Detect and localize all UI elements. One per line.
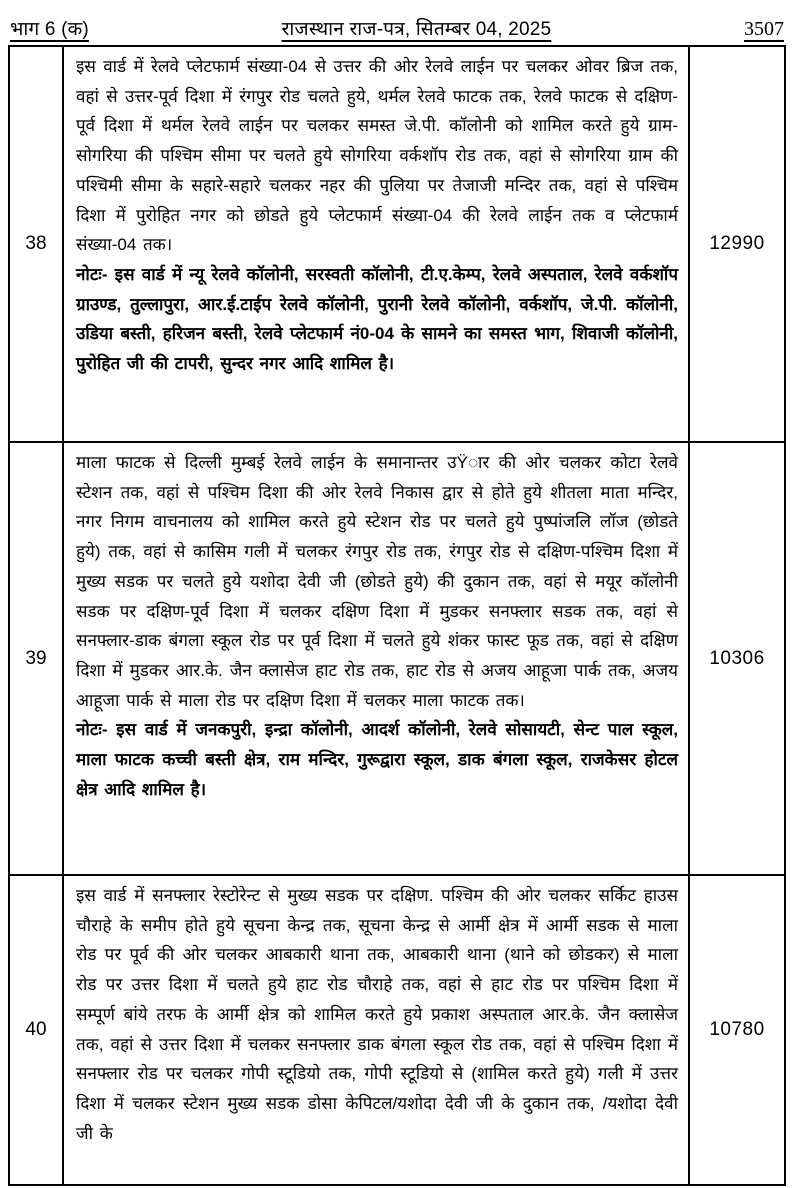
ward-number: 39 bbox=[25, 647, 47, 669]
ward-description: माला फाटक से दिल्ली मुम्बई रेलवे लाईन के समानान्तर उŸार की ओर चलकर कोटा रेलवे स्टेशन तक, वहां से पश्चिम दिशा की ओर रेलवे निकास द्वार से होते हुये शीतला माता मन्दिर, नगर निगम वाचनालय को शामिल करते हुये स्टेशन रोड पर चलते हुये पुष्पांजलि लॉज (छोडते हुये) तक, वहां से कासिम गली में चलकर रंगपुर रोड तक, रंगपुर रोड से दक्षिण-पश्चिम दिशा में मुख्य सडक पर चलते हुये यशोदा देवी जी (छोडते हुये) की दुकान तक, वहां से मयूर कॉलोनी सडक पर दक्षिण-पूर्व दिशा में चलकर दक्षिण दिशा में मुडकर सनफ्लार सडक तक, वहां से सनफ्लार-डाक बंगला स्कूल रोड पर पूर्व दिशा में चलते हुये शंकर फास्ट फूड तक, वहां से दक्षिण दिशा में मुडकर आर.के. जैन क्लासेज हाट रोड तक, हाट रोड से अजय आहूजा पार्क तक, अजय आहूजा पार्क से माला रोड पर दक्षिण दिशा में चलकर माला फाटक तक। bbox=[76, 453, 678, 710]
ward-description-cell bbox=[64, 47, 690, 441]
ward-number-cell bbox=[10, 47, 64, 441]
ward-number-cell bbox=[10, 876, 64, 1184]
population-value: 12990 bbox=[709, 233, 765, 254]
header-page-number: 3507 bbox=[744, 18, 784, 40]
ward-description: इस वार्ड में सनफ्लार रेस्टोरेन्ट से मुख्य सडक पर दक्षिण. पश्चिम की ओर चलकर सर्किट हाउस चौराहे के समीप होते हुये सूचना केन्द्र तक, सूचना केन्द्र से आर्मी क्षेत्र में आर्मी सडक से माला रोड पर पूर्व की ओर चलकर आबकारी थाना तक, आबकारी थाना (थाने को छोडकर) से माला रोड पर उत्तर दिशा में चलते हुये हाट रोड चौराहे तक, वहां से हाट रोड पर पश्चिम दिशा में सम्पूर्ण बांये तरफ के आर्मी क्षेत्र को शामिल करते हुये प्रकाश अस्पताल आर.के. जैन क्लासेज तक, वहां से उत्तर दिशा में चलकर सनफ्लार डाक बंगला स्कूल रोड तक, वहां से पश्चिम दिशा में सनफ्लार रोड पर चलकर गोपी स्टूडियो तक, गोपी स्टूडियो से (शामिल करते हुये) गली में उत्तर दिशा में चलकर स्टेशन मुख्य सडक डोसा केपिटल/यशोदा देवी जी के दुकान तक, /यशोदा देवी जी के bbox=[76, 886, 678, 1143]
ward-number: 40 bbox=[25, 1019, 47, 1040]
table-row bbox=[10, 443, 784, 876]
page-header bbox=[8, 0, 786, 45]
ward-number: 38 bbox=[25, 233, 47, 254]
ward-description-cell bbox=[64, 443, 690, 874]
population-cell bbox=[690, 443, 784, 874]
header-part-label: भाग 6 (क) bbox=[10, 19, 89, 40]
ward-boundary-table bbox=[8, 45, 786, 1186]
ward-note: नोटः- इस वार्ड में जनकपुरी, इन्द्रा कॉलोनी, आदर्श कॉलोनी, रेलवे सोसायटी, सेन्ट पाल स्कूल, माला फाटक कच्ची बस्ती क्षेत्र, राम मन्दिर, गुरूद्वारा स्कूल, डाक बंगला स्कूल, राजकेसर होटल क्षेत्र आदि शामिल है। bbox=[76, 720, 678, 799]
ward-description-cell bbox=[64, 876, 690, 1184]
table-row bbox=[10, 47, 784, 443]
header-title: राजस्थान राज-पत्र, सितम्बर 04, 2025 bbox=[281, 19, 552, 40]
ward-description: इस वार्ड में रेलवे प्लेटफार्म संख्या-04 से उत्तर की ओर रेलवे लाईन पर चलकर ओवर ब्रिज तक, वहां से उत्तर-पूर्व दिशा में रंगपुर रोड चलते हुये, थर्मल रेलवे फाटक तक, रेलवे फाटक से दक्षिण-पूर्व दिशा में थर्मल रेलवे लाईन पर चलकर समस्त जे.पी. कॉलोनी को शामिल करते हुये ग्राम-सोगरिया की पश्चिम सीमा पर चलते हुये सोगरिया वर्कशॉप रोड तक, वहां से सोगरिया ग्राम की पश्चिमी सीमा के सहारे-सहारे चलकर नहर की पुलिया पर तेजाजी मन्दिर तक, वहां से पश्चिम दिशा में पुरोहित नगर को छोडते हुये प्लेटफार्म संख्या-04 की रेलवे लाईन तक व प्लेटफार्म संख्या-04 तक। bbox=[76, 57, 678, 255]
population-value: 10780 bbox=[709, 1019, 765, 1040]
ward-note: नोटः- इस वार्ड में न्यू रेलवे कॉलोनी, सरस्वती कॉलोनी, टी.ए.केम्प, रेलवे अस्पताल, रेलवे वर्कशॉप ग्राउण्ड, तुल्लापुरा, आर.ई.टाईप रेलवे कॉलोनी, पुरानी रेलवे कॉलोनी, वर्कशॉप, जे.पी. कॉलोनी, उडिया बस्ती, हरिजन बस्ती, रेलवे प्लेटफार्म नं0-04 के सामने का समस्त भाग, शिवाजी कॉलोनी, पुरोहित जी की टापरी, सुन्दर नगर आदि शामिल है। bbox=[76, 264, 678, 374]
population-value: 10306 bbox=[709, 647, 765, 669]
population-cell bbox=[690, 47, 784, 441]
population-cell bbox=[690, 876, 784, 1184]
table-row bbox=[10, 876, 784, 1184]
ward-number-cell bbox=[10, 443, 64, 874]
